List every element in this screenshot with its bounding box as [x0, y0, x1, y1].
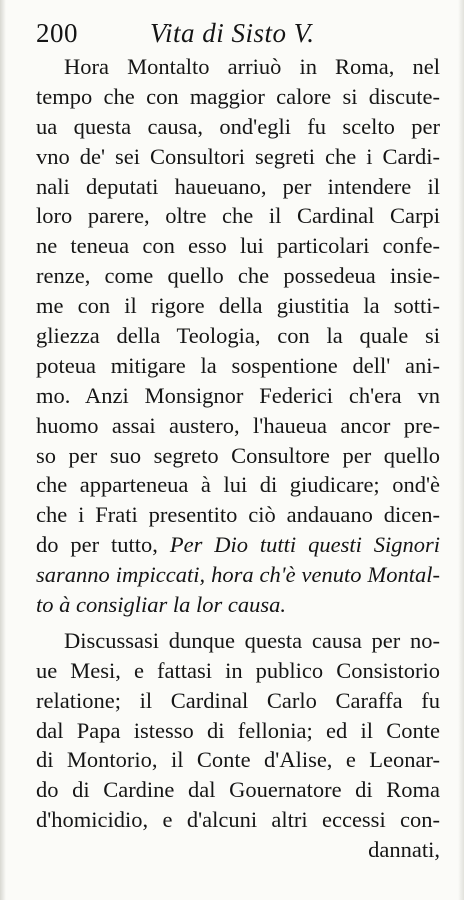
page-number: 200 [36, 18, 78, 48]
paragraph-1 [36, 52, 440, 620]
text-line: mo. Anzi Monsignor Federici ch'era vn [36, 382, 440, 408]
body-text [36, 52, 440, 865]
text-line: ue Mesi, e fattasi in publico Consistorio [36, 657, 440, 683]
page-shadow-left [0, 0, 6, 900]
text-line: relatione; il Cardinal Carlo Caraffa fu [36, 687, 440, 713]
text-line: so per suo segreto Consultore per quello [36, 442, 440, 468]
text-line: Hora Montalto arriuò in Roma, nel [64, 54, 440, 79]
text-line: renze, come quello che possedeua insie- [36, 263, 440, 289]
roman-segment: do per tutto, [36, 532, 158, 558]
text-line: dal Papa istesso di fellonia; ed il Conte [36, 717, 440, 743]
paragraph-2 [36, 626, 440, 865]
text-line: che i Frati presentito ciò andauano dicen- [36, 502, 440, 528]
page-header [36, 18, 436, 50]
text-line-mixed [36, 530, 440, 560]
text-line: ua questa causa, ond'egli fu scelto per [36, 113, 440, 139]
text-line: me con il rigore della giustitia la sotti- [36, 293, 440, 319]
text-line: nali deputati haueuano, per intendere il [36, 173, 440, 199]
text-line: che apparteneua à lui di giudicare; ond'è [36, 472, 440, 498]
text-line: di Montorio, il Conte d'Alise, e Leonar- [36, 747, 440, 773]
italic-line: to à consigliar la lor causa. [36, 592, 287, 618]
text-line: d'homicidio, e d'alcuni altri eccessi con- [36, 807, 440, 833]
text-line: poteua mitigare la sospentione dell' ani- [36, 352, 440, 378]
catchword: dannati, [368, 837, 440, 863]
running-title: Vita di Sisto V. [150, 18, 315, 48]
text-line: do di Cardine dal Gouernatore di Roma [36, 777, 440, 803]
text-line: gliezza della Teologia, con la quale si [36, 323, 440, 349]
text-line: Discussasi dunque questa causa per no- [64, 627, 440, 653]
page-shadow-right [458, 0, 464, 900]
text-line: tempo che con maggior calore si discute- [36, 83, 440, 109]
italic-segment: Per Dio tutti questi Signori [169, 532, 441, 558]
text-line: huomo assai austero, l'haueua ancor pre- [36, 412, 440, 438]
text-line: loro parere, oltre che il Cardinal Carpi [36, 203, 440, 229]
text-line: vno de' sei Consultori segreti che i Cardi- [36, 143, 440, 169]
text-line: ne teneua con esso lui particolari confe- [36, 233, 440, 259]
italic-line: saranno impiccati, hora ch'è venuto Montal- [36, 562, 440, 588]
